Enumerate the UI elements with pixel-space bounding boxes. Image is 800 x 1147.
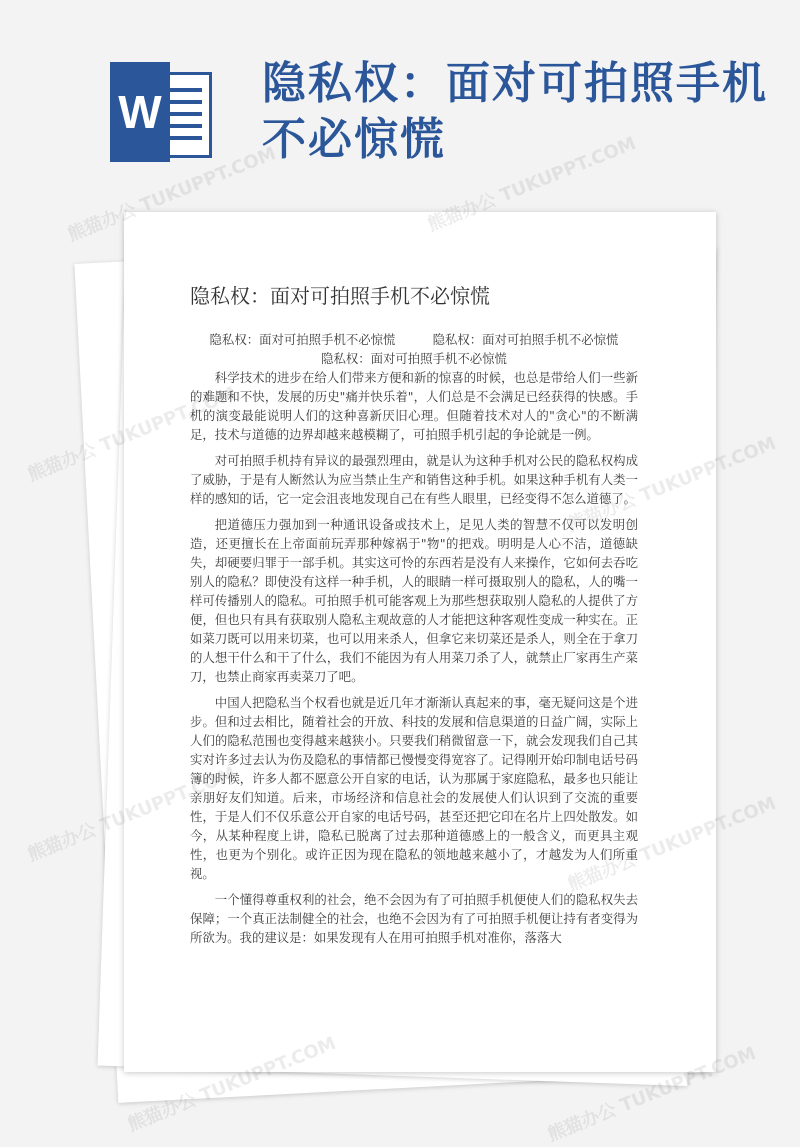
watermark: 熊猫办公 TUKUPPT.COM bbox=[64, 142, 279, 246]
repeated-title-line: 隐私权：面对可拍照手机不必惊慌 bbox=[321, 351, 507, 366]
document-title: 隐私权：面对可拍照手机不必惊慌 bbox=[190, 284, 490, 308]
paragraph: 中国人把隐私当个权看也就是近几年才渐渐认真起来的事，毫无疑问这是个进步。但和过去相比，随着社会的开放、科技的发展和信息渠道的日益广阔，实际上人们的隐私范围也变得越来越狭小。只要我们稍微留意一下，就会发现我们自己其实对许多过去认为伤及隐私的事情都已慢慢变得宽容了。记得刚开始印制电话号码簿的时候，许多人都不愿意公开自家的电话，认为那属于家庭隐私，最多也只能让亲朋好友们知道。后来，市场经济和信息社会的发展使人们认识到了交流的重要性，于是人们不仅乐意公开自家的电话号码，甚至还把它印在名片上四处散发。如今，从某种程度上讲，隐私已脱离了过去那种道德感上的一般含义，而更具主观性，也更为个别化。或许正因为现在隐私的领地越来越小了，才越发为人们所重视。 bbox=[190, 695, 638, 881]
paragraph: 科学技术的进步在给人们带来方便和新的惊喜的时候，也总是带给人们一些新的难题和不快，发展的历史"痛并快乐着"，人们总是不会满足已经获得的快感。手机的演变最能说明人们的这种喜新厌旧心理。但随着技术对人的"贪心"的不断满足，技术与道德的边界却越来越模糊了，可拍照手机引起的争论就是一例。 bbox=[190, 370, 638, 442]
watermark: 熊猫办公 TUKUPPT.COM bbox=[544, 1042, 759, 1146]
document-body bbox=[190, 330, 638, 954]
watermark: 熊猫办公 TUKUPPT.COM bbox=[424, 132, 639, 236]
paragraph: 一个懂得尊重权利的社会，绝不会因为有了可拍照手机便使人们的隐私权失去保障；一个真正法制健全的社会，也绝不会因为有了可拍照手机便让持有者变得为所欲为。我的建议是：如果发现有人在用可拍照手机对准你，落落大 bbox=[190, 892, 638, 945]
repeated-title-line: 隐私权：面对可拍照手机不必惊慌 隐私权：面对可拍照手机不必惊慌 bbox=[209, 332, 619, 347]
paragraph: 对可拍照手机持有异议的最强烈理由，就是认为这种手机对公民的隐私权构成了威胁，于是有人断然认为应当禁止生产和销售这种手机。如果这种手机有人类一样的感知的话，它一定会沮丧地发现自己在有些人眼里，已经变得不怎么道德了。 bbox=[190, 453, 638, 506]
word-logo-letter: W bbox=[110, 62, 170, 162]
watermark: 熊猫办公 bbox=[24, 439, 100, 486]
watermark: 熊猫办公 bbox=[24, 819, 100, 866]
word-icon bbox=[110, 62, 218, 162]
document-page bbox=[124, 212, 716, 1072]
header-title: 隐私权：面对可拍照手机不必惊慌 bbox=[262, 58, 768, 165]
paragraph: 把道德压力强加到一种通讯设备或技术上，足见人类的智慧不仅可以发明创造，还更擅长在上帝面前玩弄那种嫁祸于"物"的把戏。明明是人心不洁，道德缺失，却硬要归罪于一部手机。其实这可怜的东西若是没有人来操作，它如何去吞吃别人的隐私？即使没有这样一种手机，人的眼睛一样可摄取别人的隐私，人的嘴一样可传播别人的隐私。可拍照手机可能客观上为那些想获取别人隐私的人提供了方便，但也只有具有获取别人隐私主观故意的人才能把这种客观性变成一种实在。正如菜刀既可以用来切菜，也可以用来杀人，但拿它来切菜还是杀人，则全在于拿刀的人想干什么和干了什么，我们不能因为有人用菜刀杀了人，就禁止厂家再生产菜刀，也禁止商家再卖菜刀了吧。 bbox=[190, 517, 638, 684]
